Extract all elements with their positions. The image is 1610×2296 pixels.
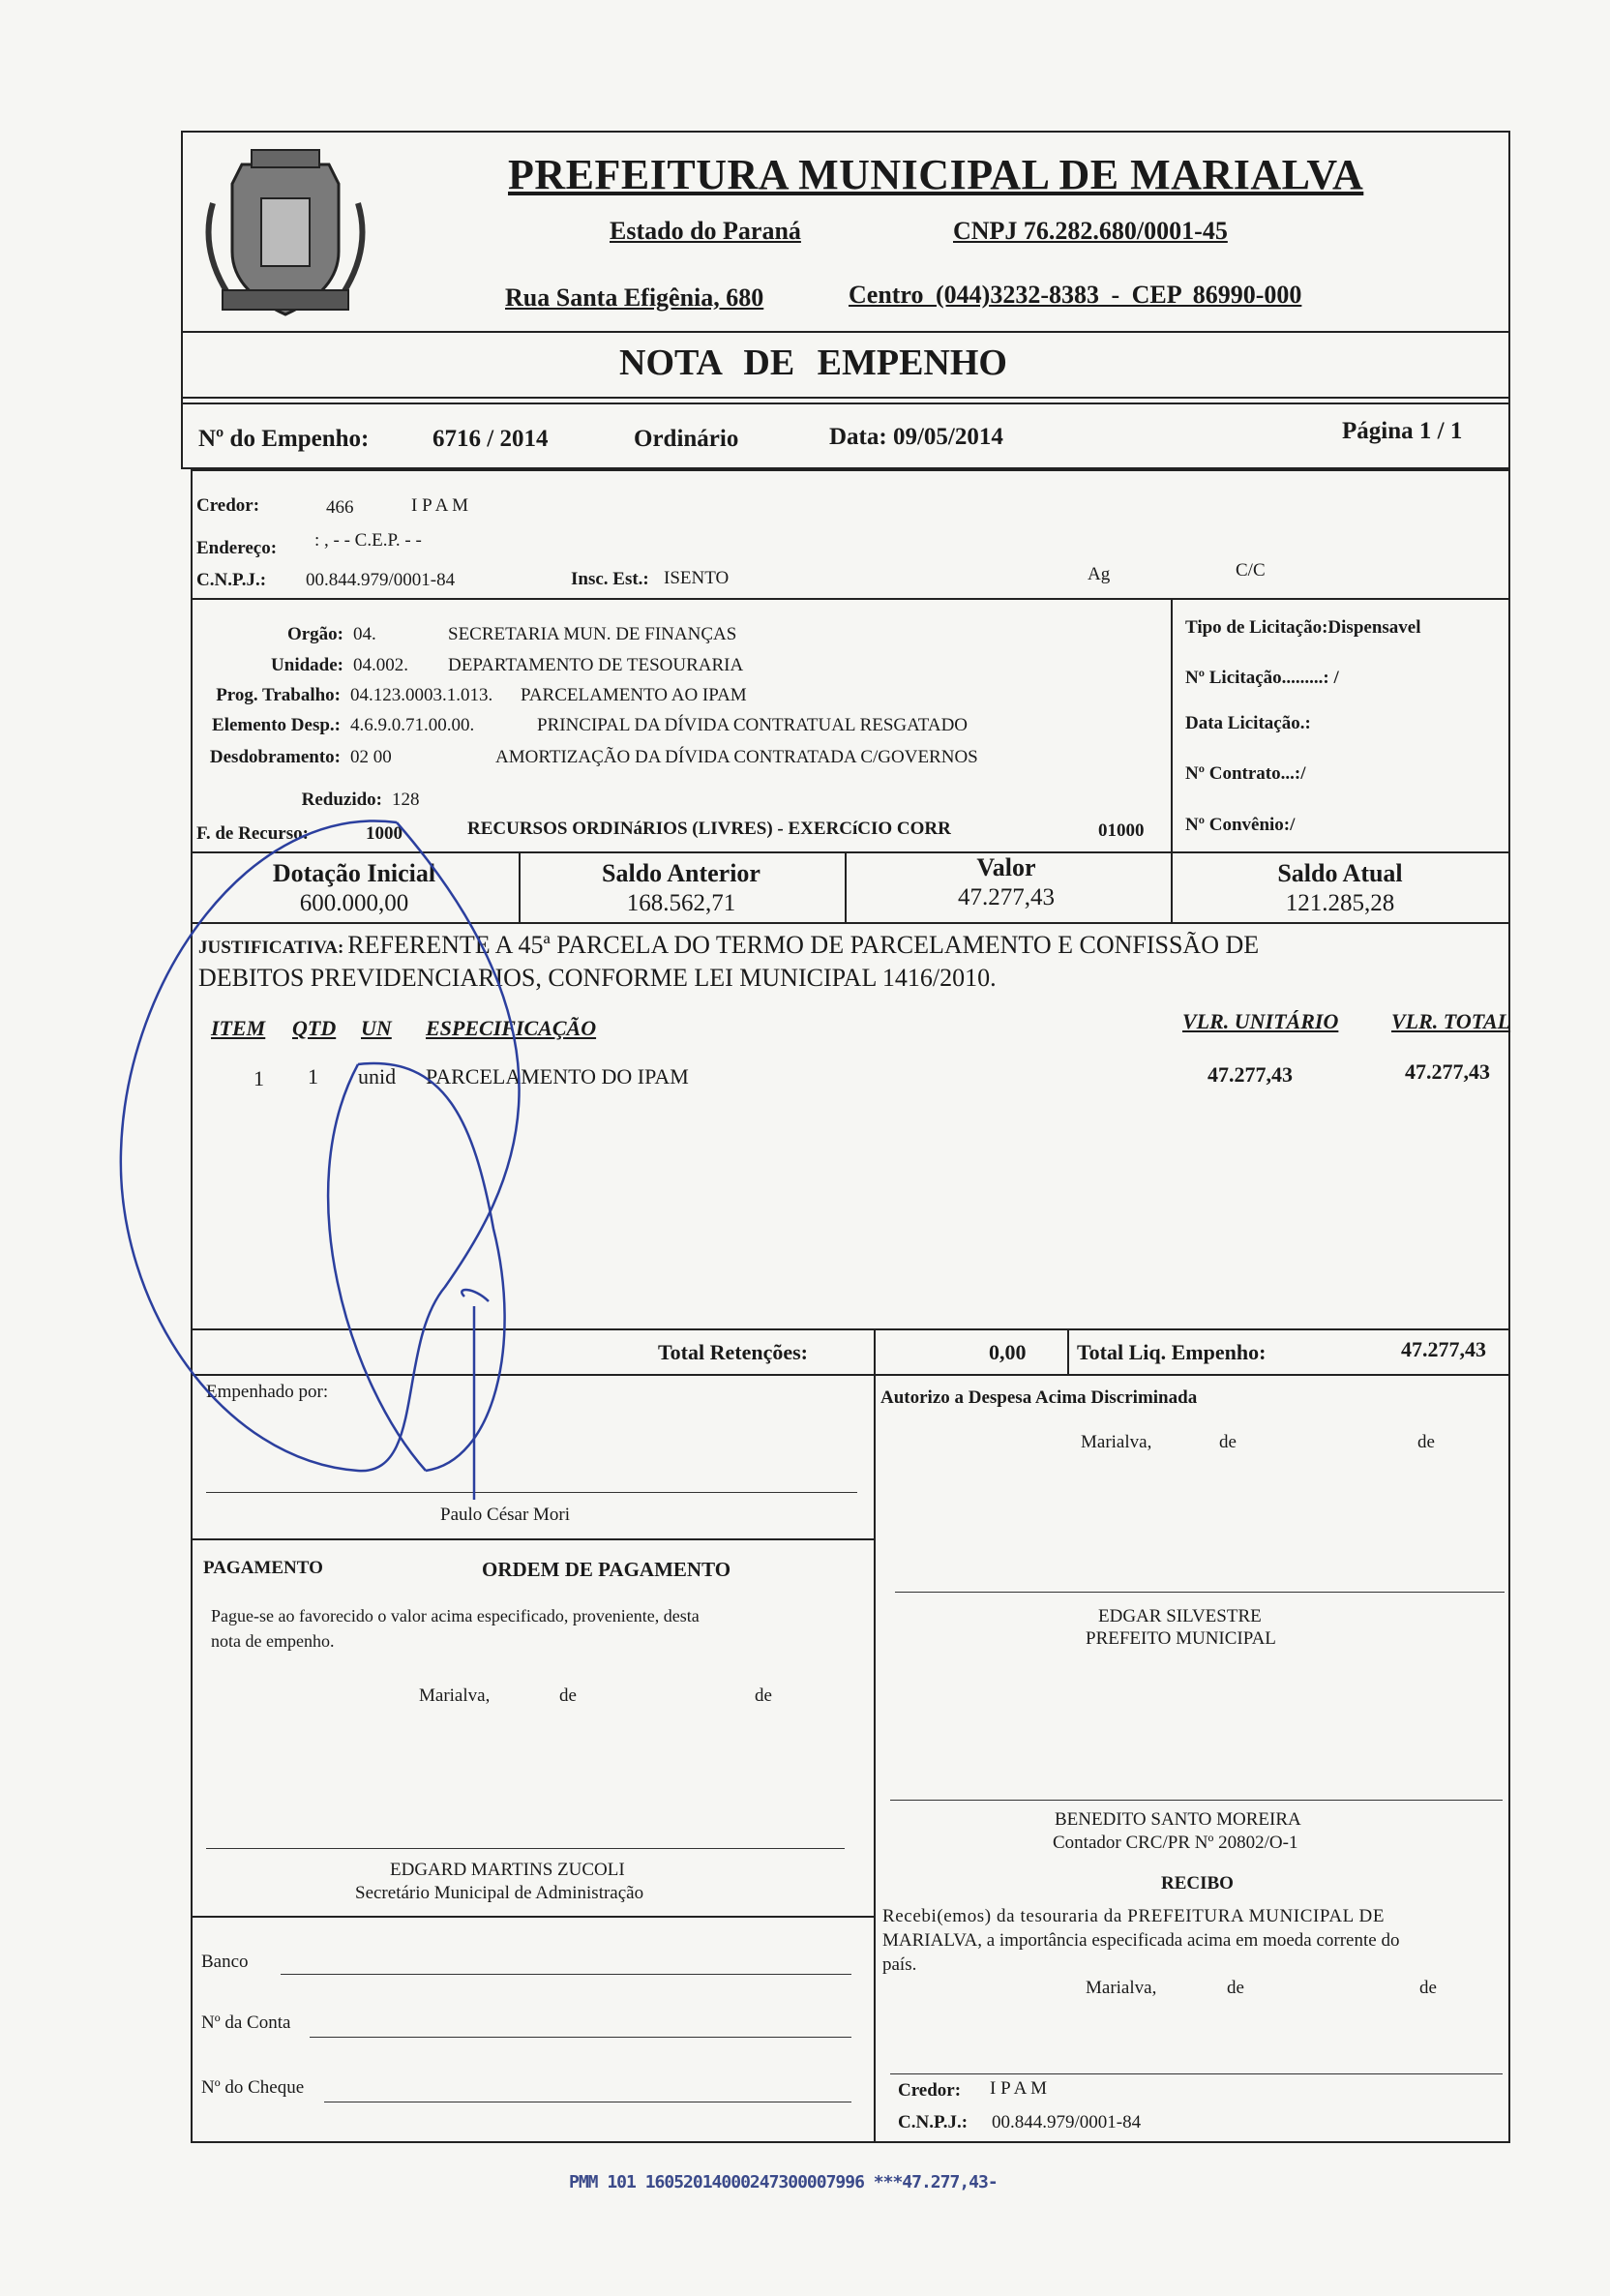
credor-cnpj-label: C.N.P.J.: <box>196 570 267 590</box>
licitacao-data: Data Licitação.: <box>1185 713 1311 733</box>
item-qtd: 1 <box>308 1064 318 1088</box>
recibo-title: RECIBO <box>1161 1873 1234 1893</box>
liq-value: 47.277,43 <box>1401 1337 1486 1361</box>
recibo-line2: MARIALVA, a importância especificada acima em moeda corrente do <box>882 1930 1400 1951</box>
title-divider-2 <box>181 403 1510 404</box>
state-label: Estado do Paraná <box>610 217 801 245</box>
licitacao-contrato: Nº Contrato...:/ <box>1185 763 1306 784</box>
footer-credor-label: Credor: <box>898 2080 962 2101</box>
balance-label: Dotação Inicial <box>272 859 436 887</box>
liq-label: Total Liq. Empenho: <box>1077 1340 1267 1364</box>
recurso-code2: 01000 <box>1098 820 1145 841</box>
recibo-line1: Recebi(emos) da tesouraria da PREFEITURA MUNICIPAL DE <box>882 1906 1386 1926</box>
prefeito-role: PREFEITO MUNICIPAL <box>1086 1628 1276 1649</box>
recibo-city: Marialva, <box>1086 1978 1157 1998</box>
recurso-code: 1000 <box>366 823 402 844</box>
class-label: Unidade: <box>271 655 343 675</box>
page-number: Página 1 / 1 <box>1342 418 1463 444</box>
banco-top <box>191 1916 874 1918</box>
balance-value: 168.562,71 <box>626 890 736 916</box>
class-desc: PRINCIPAL DA DÍVIDA CONTRATUAL RESGATADO <box>537 715 969 735</box>
insc-value: ISENTO <box>664 568 730 588</box>
class-code: 04. <box>353 624 376 644</box>
autorizo-de1: de <box>1219 1432 1237 1452</box>
prefeito-signature-line <box>895 1592 1505 1593</box>
contador-signature-line <box>890 1800 1503 1801</box>
totals-divider-2 <box>1067 1328 1069 1374</box>
col-total: VLR. TOTAL <box>1391 1009 1511 1033</box>
balance-divider-2 <box>845 851 847 922</box>
pagamento-top <box>191 1538 874 1540</box>
header-divider <box>181 331 1510 333</box>
cc-label: C/C <box>1236 560 1266 581</box>
recibo-signature-line <box>890 2073 1503 2074</box>
insc-label: Insc. Est.: <box>571 569 649 589</box>
signature-scribble <box>106 803 648 1500</box>
recurso-label: F. de Recurso: <box>196 823 309 844</box>
cheque-label: Nº do Cheque <box>201 2077 305 2098</box>
credor-code: 466 <box>326 497 354 518</box>
item-spec: PARCELAMENTO DO IPAM <box>426 1064 689 1088</box>
empenho-type: Ordinário <box>634 426 739 452</box>
licitacao-convenio: Nº Convênio:/ <box>1185 815 1296 835</box>
contact-label: Centro (044)3232-8383 - CEP 86990-000 <box>849 281 1302 309</box>
empenho-label: Nº do Empenho: <box>198 426 370 452</box>
recibo-line3: país. <box>882 1954 917 1975</box>
retencoes-label: Total Retenções: <box>658 1340 808 1364</box>
autorizo-label: Autorizo a Despesa Acima Discriminada <box>880 1387 1198 1408</box>
conta-field[interactable] <box>310 2037 851 2038</box>
pague-de2: de <box>755 1685 772 1706</box>
licitacao-divider <box>1171 598 1173 851</box>
empenhado-por: Empenhado por: <box>206 1382 329 1402</box>
pague-line2: nota de empenho. <box>211 1631 335 1651</box>
balance-label: Valor <box>976 853 1036 881</box>
footer-cnpj: 00.844.979/0001-84 <box>992 2112 1142 2132</box>
pague-line1: Pague-se ao favorecido o valor acima especificado, proveniente, desta <box>211 1606 700 1625</box>
recibo-de2: de <box>1419 1978 1437 1998</box>
credor-name: I P A M <box>411 495 468 516</box>
class-code: 128 <box>392 790 420 810</box>
cnpj-label: CNPJ 76.282.680/0001-45 <box>953 217 1228 245</box>
endereco-label: Endereço: <box>196 538 278 558</box>
class-label: Prog. Trabalho: <box>216 685 341 705</box>
credor-label: Credor: <box>196 495 260 516</box>
item-un: unid <box>358 1064 397 1088</box>
item-unit-value: 47.277,43 <box>1208 1062 1293 1087</box>
col-item: ITEM <box>211 1016 266 1040</box>
class-code: 04.002. <box>353 655 408 675</box>
document-title: NOTA DE EMPENHO <box>619 343 1007 383</box>
empenho-number: 6716 / 2014 <box>432 426 549 452</box>
class-desc: SECRETARIA MUN. DE FINANÇAS <box>448 624 737 644</box>
ag-label: Ag <box>1088 564 1111 584</box>
pagamento-label: PAGAMENTO <box>203 1558 323 1578</box>
class-code: 04.123.0003.1.013. <box>350 685 493 705</box>
balance-value: 47.277,43 <box>958 884 1055 910</box>
retencoes-value: 0,00 <box>989 1340 1027 1364</box>
recibo-de1: de <box>1227 1978 1244 1998</box>
balance-divider-3 <box>1171 851 1173 922</box>
classification-top <box>191 598 1510 600</box>
coat-of-arms-icon <box>194 145 377 329</box>
autorizo-de2: de <box>1417 1432 1435 1452</box>
balance-value: 600.000,00 <box>299 890 409 916</box>
autorizo-city: Marialva, <box>1081 1432 1152 1452</box>
address-label: Rua Santa Efigênia, 680 <box>505 283 764 312</box>
contador-name: BENEDITO SANTO MOREIRA <box>1055 1809 1301 1830</box>
empenho-date: Data: 09/05/2014 <box>829 424 1003 450</box>
balance-label: Saldo Anterior <box>602 859 760 887</box>
recurso-desc: RECURSOS ORDINáRIOS (LIVRES) - EXERCíCIO CORR <box>467 819 951 839</box>
prefeito-name: EDGAR SILVESTRE <box>1098 1606 1262 1626</box>
item-number: 1 <box>253 1066 264 1090</box>
municipality-title: PREFEITURA MUNICIPAL DE MARIALVA <box>508 151 1364 198</box>
barcode-text: PMM 101 16052014000247300007996 ***47.277,43- <box>569 2172 998 2192</box>
secretario-name: EDGARD MARTINS ZUCOLI <box>390 1860 625 1880</box>
col-unit: VLR. UNITÁRIO <box>1182 1009 1339 1033</box>
footer-cnpj-label: C.N.P.J.: <box>898 2112 969 2132</box>
justificativa-label: JUSTIFICATIVA: <box>198 938 344 958</box>
justificativa-line1: REFERENTE A 45ª PARCELA DO TERMO DE PARCELAMENTO E CONFISSÃO DE <box>347 931 1260 959</box>
class-code: 02 00 <box>350 747 392 767</box>
footer-credor: I P A M <box>990 2078 1047 2099</box>
class-code: 4.6.9.0.71.00.00. <box>350 715 475 735</box>
pague-city: Marialva, <box>419 1685 491 1706</box>
col-qtd: QTD <box>292 1016 337 1040</box>
pague-de1: de <box>559 1685 577 1706</box>
banco-label: Banco <box>201 1952 249 1972</box>
balance-value: 121.285,28 <box>1285 890 1395 916</box>
class-label: Desdobramento: <box>209 747 341 767</box>
justificativa-line2: DEBITOS PREVIDENCIARIOS, CONFORME LEI MUNICIPAL 1416/2010. <box>198 964 997 992</box>
item-total-value: 47.277,43 <box>1405 1059 1490 1084</box>
secretario-role: Secretário Municipal de Administração <box>355 1883 644 1903</box>
class-desc: AMORTIZAÇÃO DA DÍVIDA CONTRATADA C/GOVERNOS <box>495 747 978 767</box>
class-label: Elemento Desp.: <box>212 715 341 735</box>
secretario-signature-line <box>206 1848 845 1849</box>
empenhado-name: Paulo César Mori <box>440 1505 571 1525</box>
licitacao-tipo: Tipo de Licitação:Dispensavel <box>1185 617 1421 638</box>
ordem-label: ORDEM DE PAGAMENTO <box>482 1558 731 1581</box>
licitacao-numero: Nº Licitação.........: / <box>1185 668 1339 688</box>
totals-divider-1 <box>874 1328 876 2143</box>
class-desc: DEPARTAMENTO DE TESOURARIA <box>448 655 744 675</box>
credor-cnpj: 00.844.979/0001-84 <box>306 570 456 590</box>
class-desc: PARCELAMENTO AO IPAM <box>521 685 747 705</box>
contador-role: Contador CRC/PR Nº 20802/O-1 <box>1053 1833 1298 1853</box>
banco-field[interactable] <box>281 1974 851 1975</box>
endereco-value: : , - - C.E.P. - - <box>314 530 422 551</box>
class-label: Orgão: <box>286 624 343 644</box>
conta-label: Nº da Conta <box>201 2013 291 2033</box>
col-spec: ESPECIFICAÇÃO <box>426 1016 597 1040</box>
title-divider <box>181 397 1510 399</box>
balance-label: Saldo Atual <box>1277 859 1403 887</box>
col-un: UN <box>361 1016 392 1040</box>
class-label: Reduzido: <box>301 790 382 810</box>
